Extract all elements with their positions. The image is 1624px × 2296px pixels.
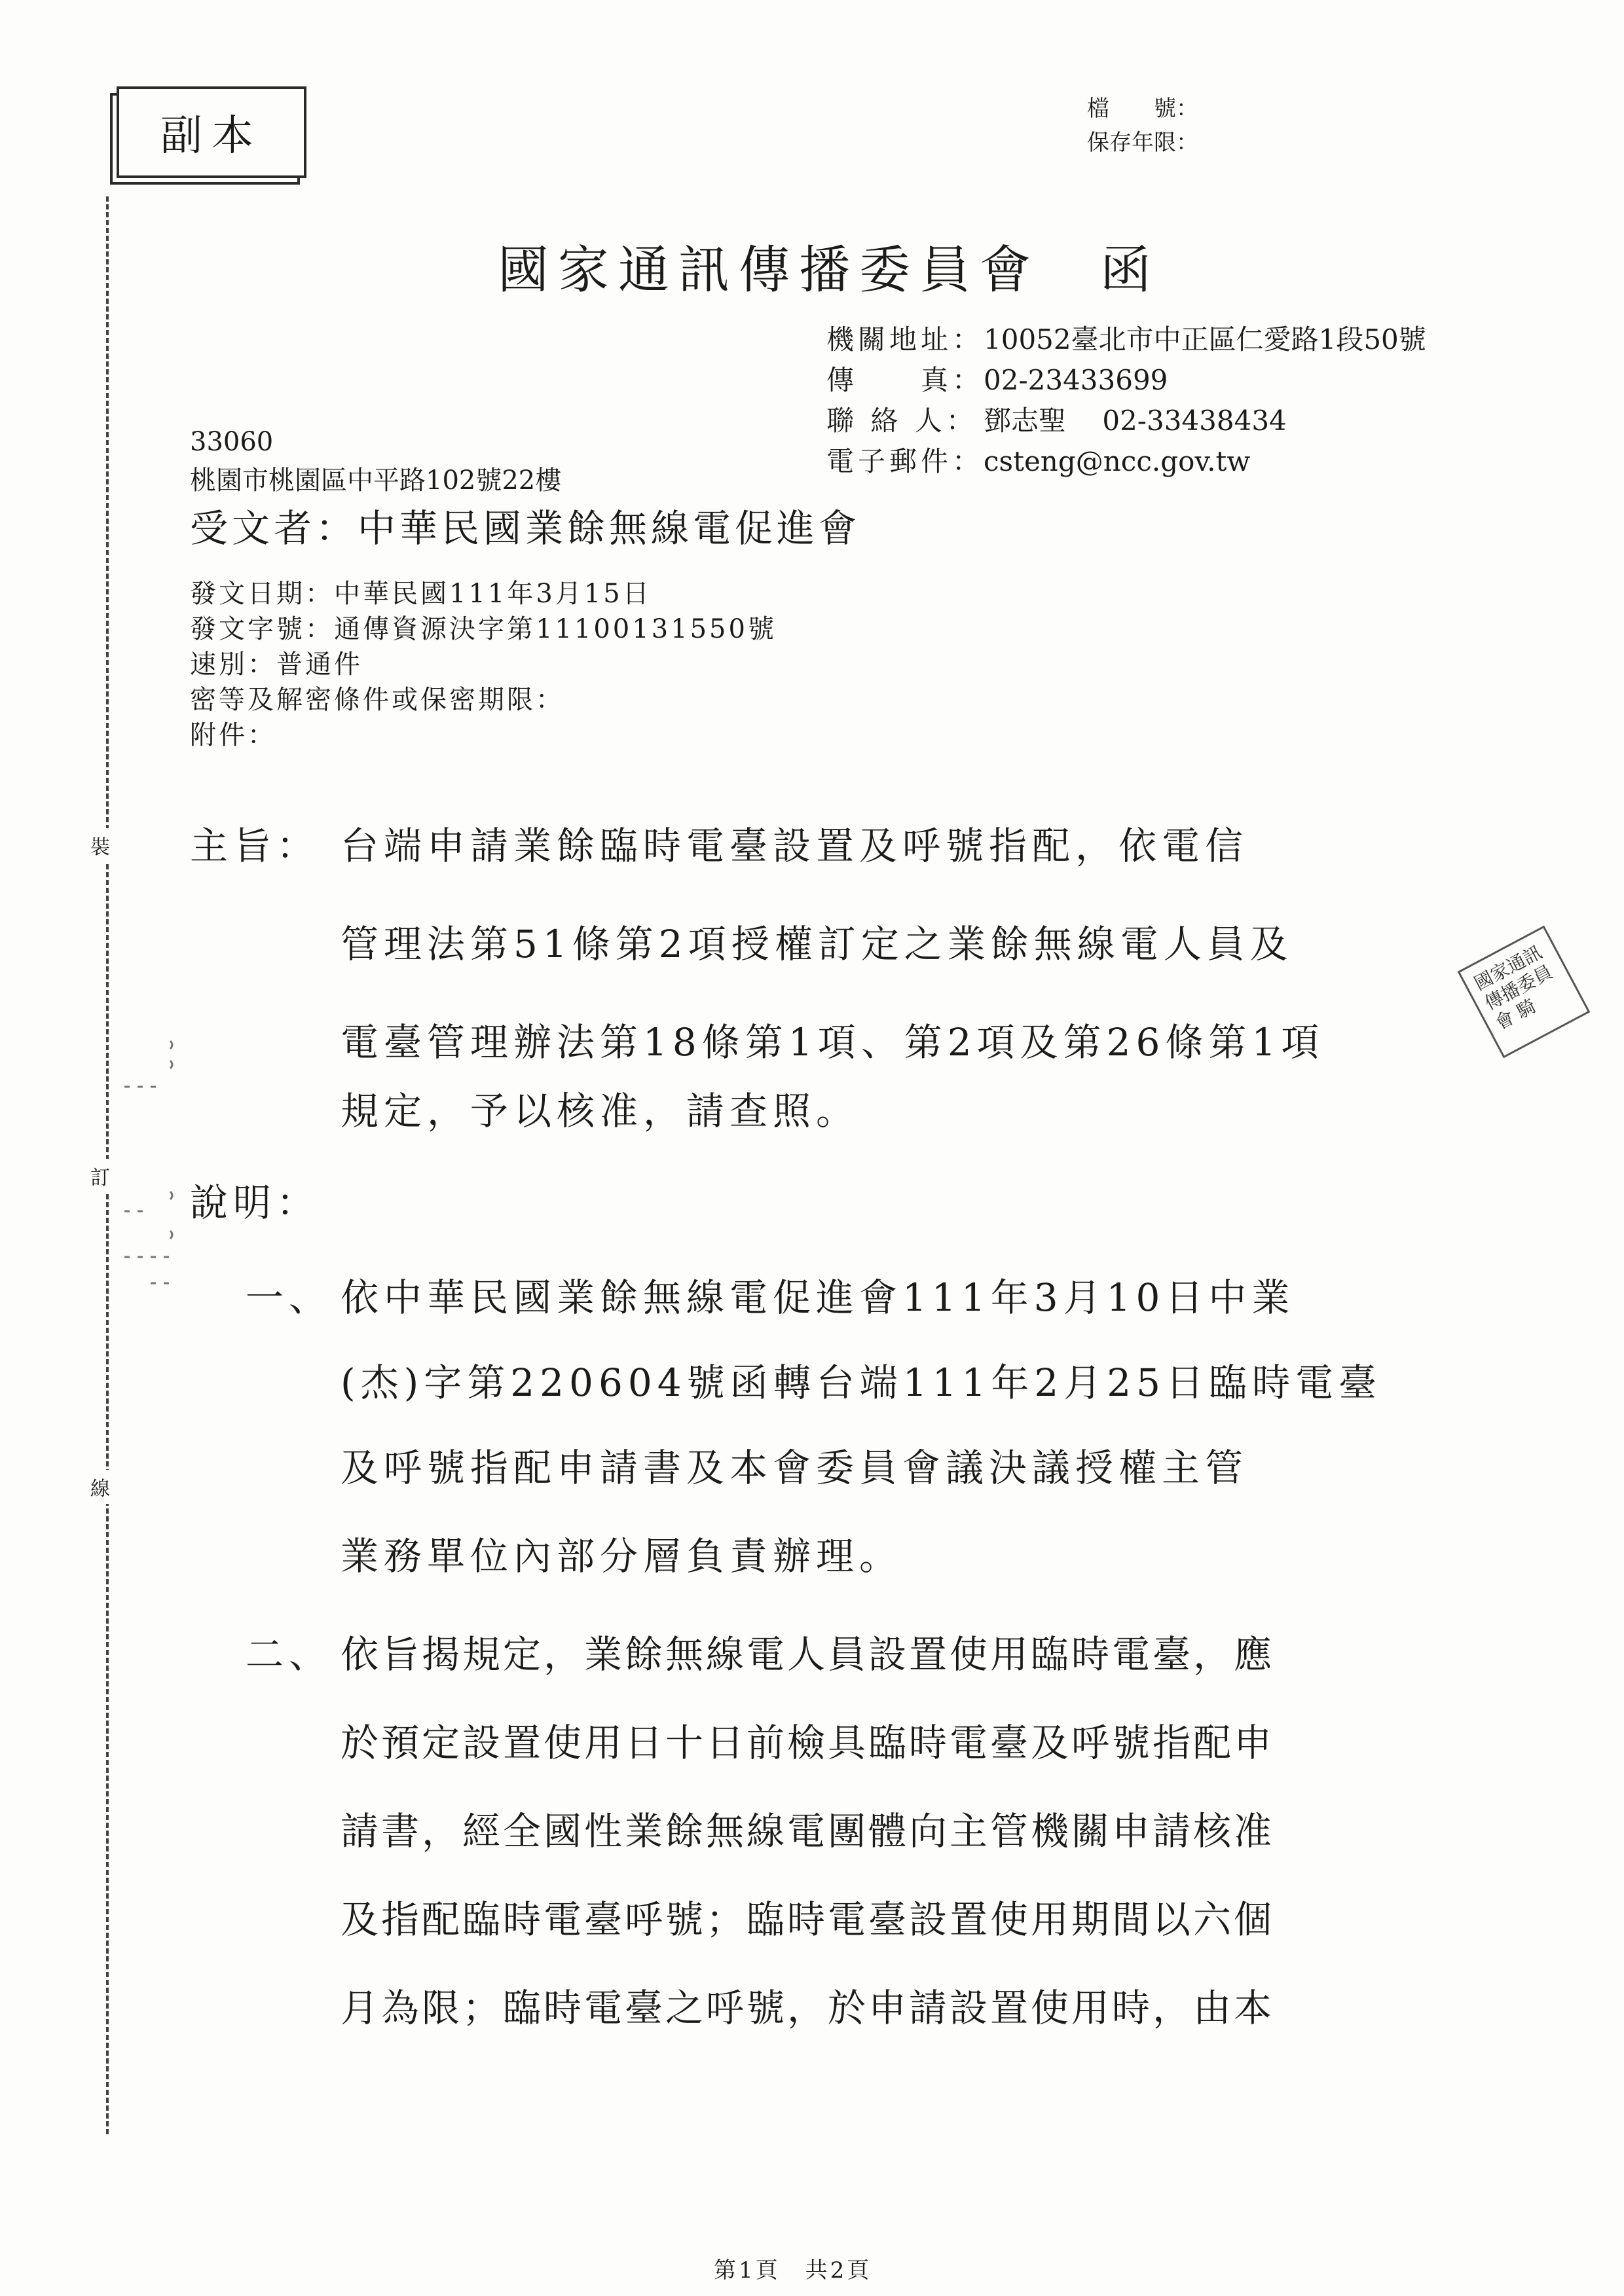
- attachment: 附件：: [190, 720, 276, 750]
- recipient: [190, 498, 860, 553]
- recipient-zip: 33060: [190, 427, 274, 457]
- item-line: 及呼號指配申請書及本會委員會議決議授權主管: [341, 1446, 1249, 1490]
- file-number-label: 檔 號：: [1087, 96, 1198, 122]
- retention-period-label: 保存年限：: [1087, 130, 1198, 156]
- document-title: 國家通訊傳播委員會 函: [498, 241, 1161, 300]
- copy-stamp: 副本: [117, 86, 306, 178]
- address-label: 機關地址：: [826, 323, 984, 355]
- subject-label: 主旨：: [190, 824, 320, 868]
- document-meta: [190, 576, 777, 753]
- seal-stamp: 國家通訊傳播委員會 騎: [1458, 926, 1591, 1059]
- item-marker: 一、: [246, 1275, 333, 1320]
- page-number: 第1頁 共2頁: [714, 2257, 872, 2284]
- agency-email: csteng@ncc.gov.tw: [984, 445, 1251, 477]
- item-line: 於預定設置使用日十日前檢具臨時電臺及呼號指配申: [341, 1721, 1275, 1765]
- explanation-label: 說明：: [190, 1180, 320, 1225]
- item-line: 業務單位內部分層負責辦理。: [341, 1534, 903, 1578]
- item-line: 依旨揭規定，業餘無線電人員設置使用臨時電臺，應: [341, 1632, 1275, 1677]
- item-line: 請書，經全國性業餘無線電團體向主管機關申請核准: [341, 1809, 1275, 1853]
- secrecy-level: 密等及解密條件或保密期限：: [190, 685, 564, 715]
- item-line: 依中華民國業餘無線電促進會111年3月10日中業: [341, 1275, 1295, 1320]
- subject-line: 規定，予以核准，請查照。: [341, 1089, 860, 1133]
- binding-marks: [111, 1034, 196, 1309]
- binding-char: 裝: [90, 828, 110, 862]
- email-label: 電子郵件：: [826, 445, 984, 477]
- recipient-label: 受文者：: [190, 506, 358, 551]
- recipient-address: 桃園市桃園區中平路102號22樓: [190, 465, 562, 496]
- subject-line: 台端申請業餘臨時電臺設置及呼號指配，依電信: [341, 824, 1249, 868]
- agency-contact-block: [826, 319, 1426, 482]
- subject-line: 電臺管理辦法第18條第1項、第2項及第26條第1項: [341, 1020, 1325, 1065]
- item-marker: 二、: [246, 1632, 333, 1677]
- agency-address: 10052臺北市中正區仁愛路1段50號: [984, 323, 1426, 355]
- item-line: 月為限；臨時電臺之呼號，於申請設置使用時，由本: [341, 1986, 1275, 2030]
- fax-label: 傳 真：: [826, 364, 984, 396]
- agency-fax: 02-23433699: [984, 364, 1168, 396]
- binding-char: 訂: [90, 1159, 110, 1193]
- subject-line: 管理法第51條第2項授權訂定之業餘無線電人員及: [341, 922, 1293, 966]
- binding-char: 線: [90, 1470, 110, 1504]
- document-number: 發文字號：通傳資源決字第11100131550號: [190, 614, 777, 644]
- delivery-speed: 速別：普通件: [190, 649, 363, 680]
- agency-contact: 鄧志聖 02-33438434: [984, 405, 1287, 437]
- issue-date: 發文日期：中華民國111年3月15日: [190, 579, 652, 609]
- recipient-name: 中華民國業餘無線電促進會: [358, 506, 861, 551]
- item-line: (杰)字第220604號函轉台端111年2月25日臨時電臺: [341, 1360, 1382, 1405]
- contact-label: 聯 絡 人：: [826, 405, 978, 437]
- item-line: 及指配臨時電臺呼號；臨時電臺設置使用期間以六個: [341, 1897, 1275, 1942]
